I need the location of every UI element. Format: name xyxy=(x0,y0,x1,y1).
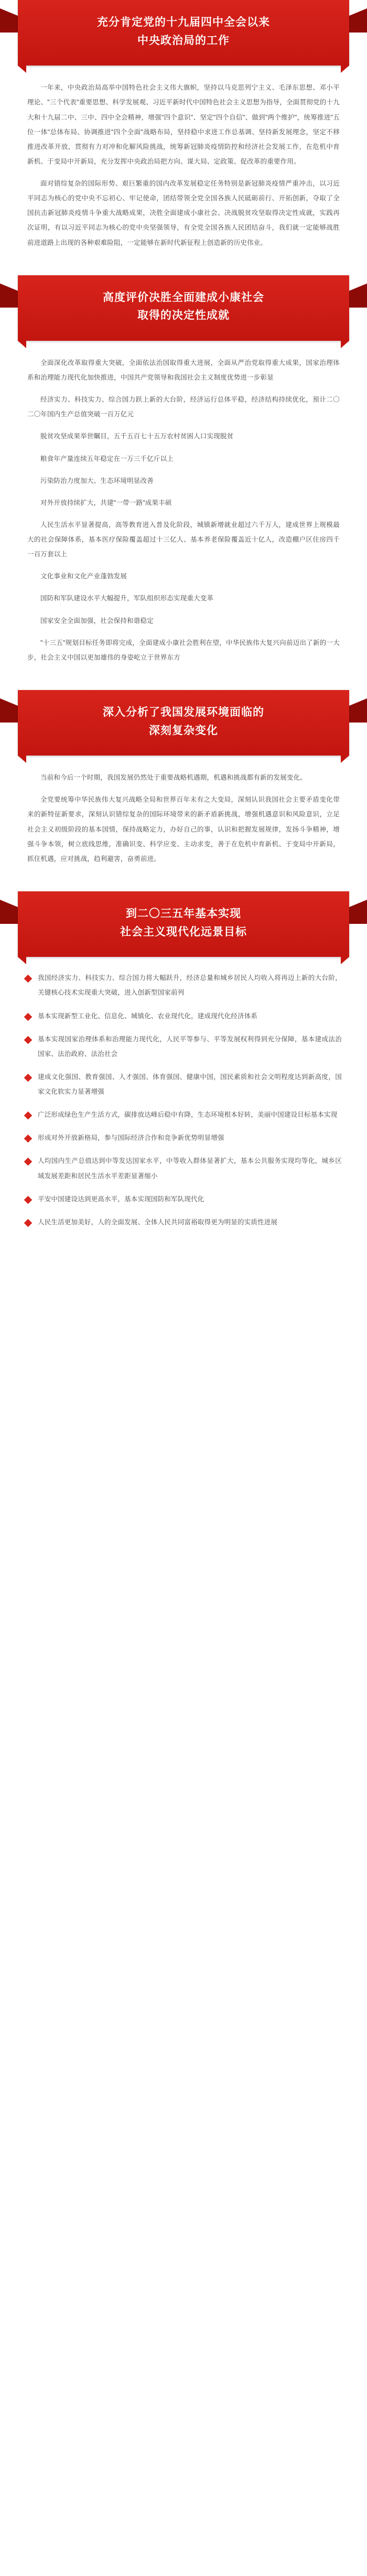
ribbon-end-right-icon xyxy=(349,900,367,924)
banner-inner-2 xyxy=(18,275,349,341)
ribbon-end-left-icon xyxy=(0,900,18,924)
list-item-label: 平安中国建设达到更高水平，基本实现国防和军队现代化 xyxy=(38,1195,204,1203)
list-item xyxy=(25,1154,342,1183)
paragraph: 脱贫攻坚成果举世瞩目，五千五百七十五万农村贫困人口实现脱贫 xyxy=(40,433,234,440)
paragraph: 经济实力、科技实力、综合国力跃上新的大台阶，经济运行总体平稳，经济结构持续优化，预计二〇二〇年国内生产总值突破一百万亿元 xyxy=(27,396,340,418)
paragraph: 全面深化改革取得重大突破，全面依法治国取得重大进展，全面从严治党取得重大成果，国家治理体系和治理能力现代化加快推进，中国共产党领导和我国社会主义制度优势进一步彰显 xyxy=(27,359,340,382)
banner-title-4 xyxy=(42,905,325,941)
banner-title-line: 深刻复杂变化 xyxy=(149,724,218,737)
paragraph: 污染防治力度加大、生态环境明显改善 xyxy=(40,477,154,484)
diamond-bullet-icon xyxy=(24,1112,33,1120)
list-item-label: 人均国内生产总值达到中等发达国家水平，中等收入群体显著扩大，基本公共服务实现均等化，城乡区域发展差距和居民生活水平差距显著缩小 xyxy=(38,1157,342,1180)
diamond-bullet-icon xyxy=(24,1135,33,1143)
list-item-label: 我国经济实力、科技实力、综合国力将大幅跃升，经济总量和城乡居民人均收入将再迈上新的大台阶，关键核心技术实现重大突破，进入创新型国家前列 xyxy=(38,974,342,997)
diamond-bullet-icon xyxy=(24,1158,33,1166)
paragraph: 对外开放持续扩大，共建"一带一路"成果丰硕 xyxy=(40,499,172,506)
section-banner-3 xyxy=(0,690,367,756)
banner-title-line: 高度评价决胜全面建成小康社会 xyxy=(103,291,264,304)
list-item xyxy=(25,1009,342,1023)
section-banner-4 xyxy=(0,891,367,957)
banner-title-line: 取得的决定性成就 xyxy=(137,309,230,322)
banner-inner-4 xyxy=(18,891,349,957)
section-body-3 xyxy=(0,766,367,877)
banner-inner-3 xyxy=(18,690,349,756)
paragraph: "十三五"规划目标任务即将完成，全面建成小康社会胜利在望，中华民族伟大复兴向前迈出了新的一大步，社会主义中国以更加雄伟的身姿屹立于世界东方 xyxy=(27,639,340,661)
list-item-label: 人民生活更加美好，人的全面发展、全体人民共同富裕取得更为明显的实质性进展 xyxy=(38,1218,278,1226)
ribbon-end-left-icon xyxy=(0,284,18,308)
list-item-label: 形成对外开放新格局，参与国际经济合作和竞争新优势明显增强 xyxy=(38,1134,224,1142)
ribbon-end-right-icon xyxy=(349,8,367,33)
list-item xyxy=(25,1215,342,1230)
goals-list xyxy=(0,967,367,1241)
ribbon-end-left-icon xyxy=(0,698,18,723)
paragraph: 粮食年产量连续五年稳定在一万三千亿斤以上 xyxy=(40,455,174,462)
section-banner-2 xyxy=(0,275,367,341)
diamond-bullet-icon xyxy=(24,975,33,983)
list-item xyxy=(25,1032,342,1061)
section-banner-1 xyxy=(0,0,367,66)
banner-inner-1 xyxy=(18,0,349,66)
list-item xyxy=(25,1070,342,1099)
banner-title-line: 深入分析了我国发展环境面临的 xyxy=(103,706,264,718)
banner-title-3 xyxy=(42,704,325,740)
banner-title-line: 中央政治局的工作 xyxy=(137,34,230,47)
ribbon-end-left-icon xyxy=(0,8,18,33)
list-item xyxy=(25,971,342,1000)
banner-title-line: 到二〇三五年基本实现 xyxy=(126,907,241,920)
diamond-bullet-icon xyxy=(24,1036,33,1044)
diamond-bullet-icon xyxy=(24,1219,33,1227)
paragraph: 面对错综复杂的国际形势、艰巨繁重的国内改革发展稳定任务特别是新冠肺炎疫情严重冲击，以习近平同志为核心的党中央不忘初心、牢记使命，团结带领全党全国各族人民砥砺前行、开拓创新，夺取了全国抗击新冠肺炎疫情斗争重大战略成果，决胜全面建成小康社会、决战脱贫攻坚取得决定性成就，实践再次证明，有以习近平同志为核心的党中央坚强领导，有全党全国各族人民团结奋斗，我们就一定能够战胜前进道路上出现的各种艰难险阻，一定能够在新时代新征程上创造新的历史伟业。 xyxy=(27,180,340,246)
paragraph: 当前和今后一个时期，我国发展仍然处于重要战略机遇期，机遇和挑战都有新的发展变化。 xyxy=(40,774,307,782)
list-item-label: 基本实现新型工业化、信息化、城镇化、农业现代化，建成现代化经济体系 xyxy=(38,1012,258,1020)
section-body-1 xyxy=(0,76,367,260)
paragraph: 全党要统筹中华民族伟大复兴战略全局和世界百年未有之大变局，深刻认识我国社会主要矛盾变化带来的新特征新要求，深刻认识错综复杂的国际环境带来的新矛盾新挑战，增强机遇意识和风险意识，立足社会主义初级阶段的基本国情，保持战略定力，办好自己的事，认识和把握发展规律，发扬斗争精神，增强斗争本领，树立底线思维，准确识变、科学应变、主动求变，善于在危机中育新机、于变局中开新局，抓住机遇，应对挑战，趋利避害，奋勇前进。 xyxy=(27,796,340,863)
diamond-bullet-icon xyxy=(24,1074,33,1082)
list-item-label: 广泛形成绿色生产生活方式，碳排放达峰后稳中有降，生态环境根本好转，美丽中国建设目标基本实现 xyxy=(38,1111,338,1119)
list-item xyxy=(25,1130,342,1145)
list-item-label: 建成文化强国、教育强国、人才强国、体育强国、健康中国，国民素质和社会文明程度达到新高度，国家文化软实力显著增强 xyxy=(38,1073,342,1095)
diamond-bullet-icon xyxy=(24,1012,33,1021)
banner-title-line: 社会主义现代化远景目标 xyxy=(120,925,247,938)
banner-title-1 xyxy=(42,14,325,50)
section-body-2 xyxy=(0,351,367,675)
paragraph: 国家安全全面加强，社会保持和谐稳定 xyxy=(40,617,154,624)
list-item xyxy=(25,1107,342,1122)
paragraph: 文化事业和文化产业蓬勃发展 xyxy=(40,573,127,580)
list-item-label: 基本实现国家治理体系和治理能力现代化，人民平等参与、平等发展权利得到充分保障，基本建成法治国家、法治政府、法治社会 xyxy=(38,1035,342,1058)
banner-title-2 xyxy=(42,289,325,325)
paragraph: 人民生活水平显著提高，高等教育进入普及化阶段，城镇新增就业超过六千万人，建成世界上规模最大的社会保障体系，基本医疗保险覆盖超过十三亿人、基本养老保险覆盖近十亿人，改造棚户区住房四千一百万套以上 xyxy=(27,521,340,558)
banner-title-line: 充分肯定党的十九届四中全会以来 xyxy=(97,16,270,28)
paragraph: 国防和军队建设水平大幅提升，军队组织形态实现重大变革 xyxy=(40,595,214,602)
document-page xyxy=(0,0,367,1257)
ribbon-end-right-icon xyxy=(349,284,367,308)
list-item xyxy=(25,1192,342,1206)
diamond-bullet-icon xyxy=(24,1195,33,1204)
paragraph: 一年来，中央政治局高举中国特色社会主义伟大旗帜，坚持以马克思列宁主义、毛泽东思想、邓小平理论、"三个代表"重要思想、科学发展观、习近平新时代中国特色社会主义思想为指导，全面贯彻党的十九大和十九届二中、三中、四中全会精神，增强"四个意识"、坚定"四个自信"、做到"两个维护"，统筹推进"五位一体"总体布局、协调推进"四个全面"战略布局，坚持稳中求进工作总基调、坚持新发展理念，坚定不移推进改革开放，贯彻有力对冲和化解风险挑战，统筹新冠肺炎疫情防控和经济社会发展工作，在危机中育新机、于变局中开新局，充分发挥中央政治局把方向、谋大局、定政策、促改革的重要作用。 xyxy=(27,84,340,165)
ribbon-end-right-icon xyxy=(349,698,367,723)
